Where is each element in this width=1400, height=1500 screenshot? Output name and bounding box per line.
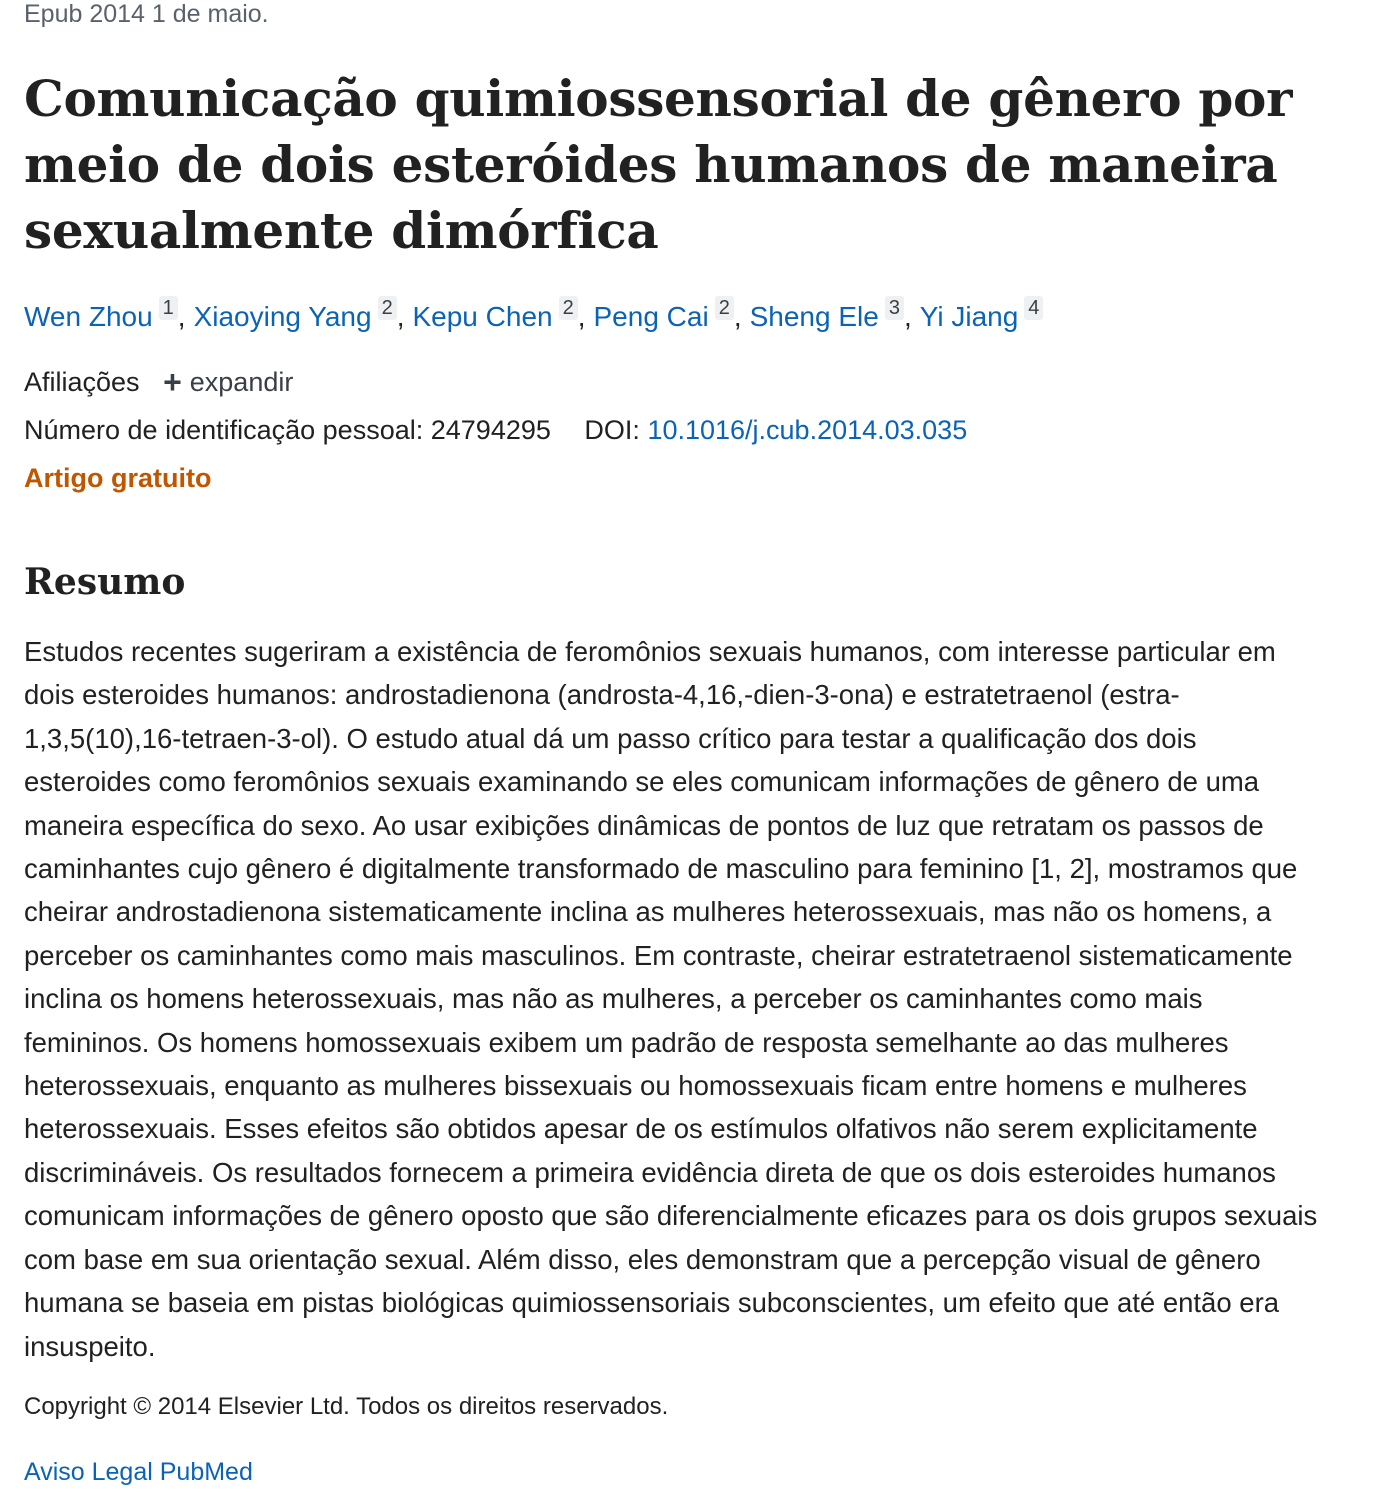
author-separator: , (577, 301, 586, 332)
plus-icon: + (163, 364, 182, 400)
article-title: Comunicação quimiossensorial de gênero por meio de dois esteróides humanos de maneira sexualmente dimórfica (24, 69, 1293, 260)
free-article-badge: Artigo gratuito (24, 463, 212, 493)
author-list (24, 296, 1043, 337)
author-separator: , (177, 301, 186, 332)
author-link[interactable]: Sheng Ele (749, 301, 879, 332)
copyright-notice: Copyright © 2014 Elsevier Ltd. Todos os direitos reservados. (24, 1393, 669, 1420)
affiliation-ref[interactable]: 1 (159, 296, 178, 320)
pmid-label: Número de identificação pessoal: (24, 415, 424, 445)
author-link[interactable]: Peng Cai (593, 301, 709, 332)
doi-link[interactable]: 10.1016/j.cub.2014.03.035 (647, 415, 968, 445)
affiliation-ref[interactable]: 2 (378, 296, 397, 320)
author-link[interactable]: Kepu Chen (412, 301, 553, 332)
author-link[interactable]: Xiaoying Yang (193, 301, 372, 332)
affiliation-ref[interactable]: 2 (559, 296, 578, 320)
affiliation-ref[interactable]: 2 (715, 296, 734, 320)
identifiers-row (24, 412, 967, 448)
abstract-text: Estudos recentes sugeriram a existência de feromônios sexuais humanos, com interesse particular em dois esteroides humanos: androstadienona (androsta-4,16,-dien-3-ona) e estratetraenol (estra-1,3,5(10),16-tetraen-3-ol). O estudo atual dá um passo crítico para testar a qualificação dos dois esteroides como feromônios sexuais examinando se eles comunicam informações de gênero de uma maneira específica do sexo. Ao usar exibições dinâmicas de pontos de luz que retratam os passos de caminhantes cujo gênero é digitalmente transformado de masculino para feminino [1, 2], mostramos que cheirar androstadienona sistematicamente inclina as mulheres heterossexuais, mas não os homens, a perceber os caminhantes como mais masculinos. Em contraste, cheirar estratetraenol sistematicamente inclina os homens heterossexuais, mas não as mulheres, a perceber os caminhantes como mais femininos. Os homens homossexuais exibem um padrão de resposta semelhante ao das mulheres heterossexuais, enquanto as mulheres bissexuais ou homossexuais ficam entre homens e mulheres heterossexuais. Esses efeitos são obtidos apesar de os estímulos olfativos não serem explicitamente discrimináveis. Os resultados fornecem a primeira evidência direta de que os dois esteroides humanos comunicam informações de gênero oposto que são diferencialmente eficazes para os dois grupos sexuais com base em sua orientação sexual. Além disso, eles demonstram que a percepção visual de gênero humana se baseia em pistas biológicas quimiossensoriais subconscientes, um efeito que até então era insuspeito. (24, 636, 1318, 1362)
epub-date: Epub 2014 1 de maio. (24, 0, 269, 28)
expand-affiliations-button[interactable] (163, 364, 294, 400)
author-link[interactable]: Yi Jiang (919, 301, 1019, 332)
author-separator: , (396, 301, 405, 332)
abstract-heading: Resumo (24, 561, 186, 603)
affiliation-ref[interactable]: 3 (885, 296, 904, 320)
affiliations-label: Afiliações (24, 367, 140, 397)
expand-label: expandir (189, 367, 294, 397)
author-link[interactable]: Wen Zhou (24, 301, 153, 332)
pubmed-disclaimer-link[interactable]: Aviso Legal PubMed (24, 1458, 253, 1486)
doi-label: DOI: (584, 415, 640, 445)
pmid-value: 24794295 (430, 415, 551, 445)
affiliation-ref[interactable]: 4 (1024, 296, 1043, 320)
author-separator: , (903, 301, 912, 332)
affiliations-row (24, 364, 293, 400)
author-separator: , (733, 301, 742, 332)
